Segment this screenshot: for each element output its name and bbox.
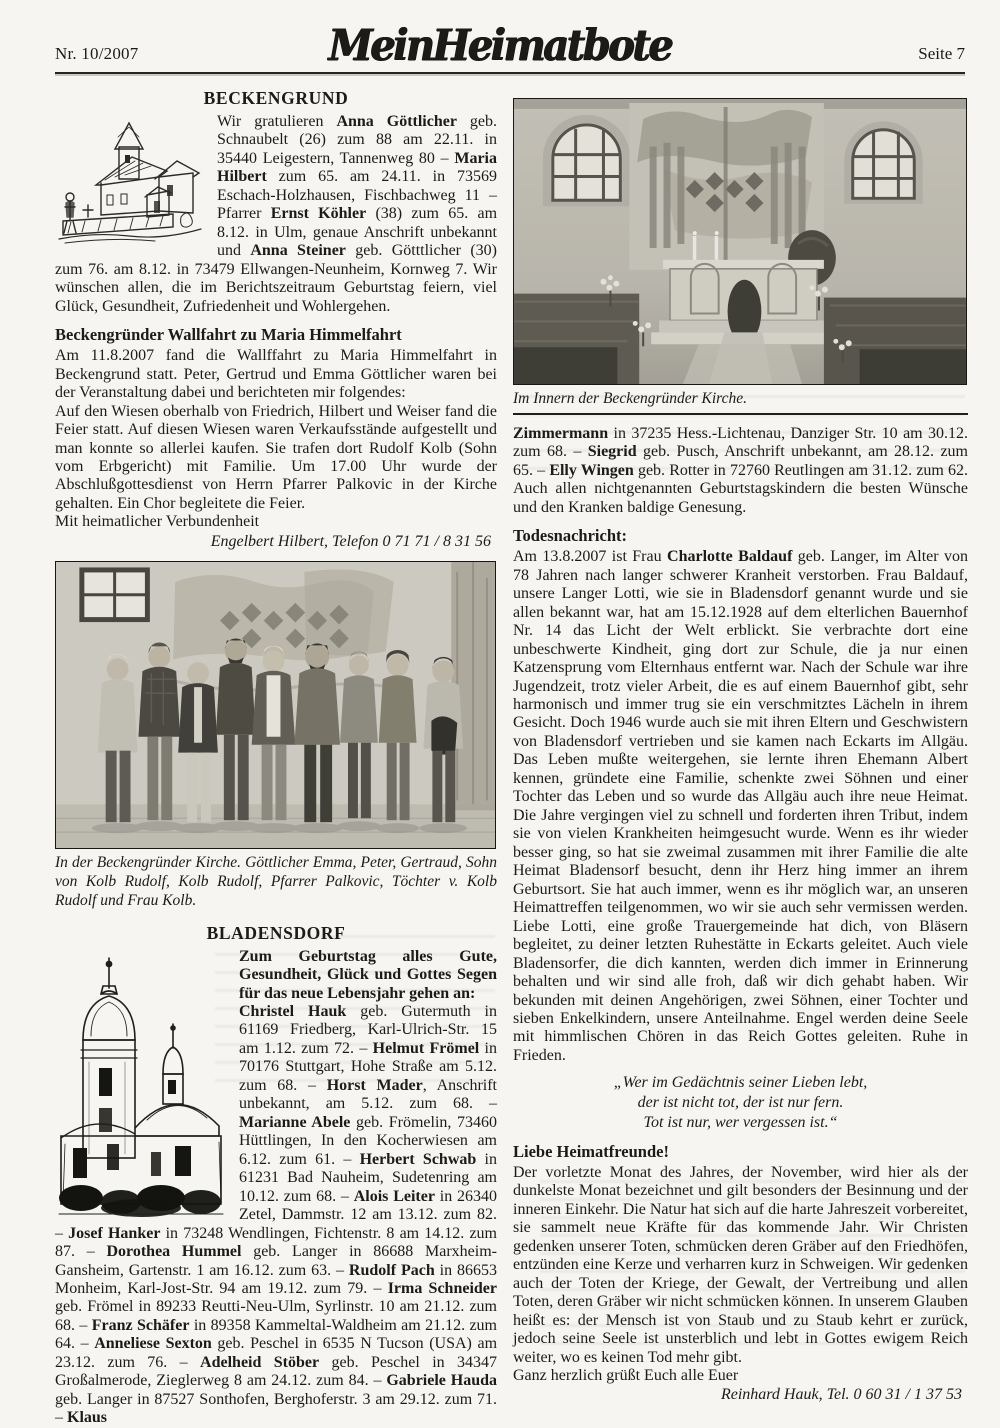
closing-line: Ganz herzlich grüßt Euch alle Euer	[513, 1367, 739, 1385]
bladensdorf-church-illustration	[55, 952, 227, 1218]
memorial-poem	[513, 1073, 968, 1132]
todesnachricht-heading: Todesnachricht:	[513, 526, 627, 546]
poem-line-1: „Wer im Gedächtnis seiner Lieben lebt,	[613, 1074, 868, 1092]
birthday-continuation-paragraph: Zimmermann in 37235 Hess.-Lichtenau, Danziger Str. 10 am 30.12. zum 68. – Siegrid geb. Pusch, Anschrift unbekannt, am 28.12. zum 65. – Elly Wingen geb. Rotter in 72760 Reutlingen am 31.12. zum 62. Auch allen nichtgenannten Geburtstagskindern die besten Wünsche und den Kranken baldige Genesung.	[513, 424, 969, 516]
wallfahrt-paragraph-2: Auf den Wiesen oberhalb von Friedrich, Hilbert und Weiser fand die Feier statt. Auf diesen Wiesen waren Verkaufsstände aufgestellt und man konnte so allerlei kaufen. Sie trafen dort Rudolf Kolb (Sohn vom Erbgericht) mit Familie. Um 17.00 Uhr wurde der Abschlußgottesdienst von Herrn Pfarrer Palkovic in der Kirche gehalten. Ein Chor begleitete die Feier.	[55, 402, 497, 512]
interior-photo	[513, 98, 967, 385]
right-column	[513, 88, 968, 1404]
bladensdorf-block	[55, 948, 497, 1428]
masthead-title: MeinHeimatbote	[328, 20, 672, 71]
village-church-sketch-icon	[55, 115, 205, 247]
section-heading-beckengrund: BECKENGRUND	[203, 88, 349, 108]
group-photo-caption: In der Beckengründer Kirche. Göttlicher Emma, Peter, Gertraud, Sohn von Kolb Rudolf, Kolb Rudolf, Pfarrer Palkovic, Töchter v. Kolb Rudolf und Frau Kolb.	[55, 853, 497, 909]
poem-line-3: Tot ist nur, wer vergessen ist.“	[643, 1114, 838, 1132]
obituary-paragraph: Am 13.8.2007 ist Frau Charlotte Baldauf geb. Langer, im Alter von 78 Jahren nach langer schwerer Kranheit verstorben. Frau Baldauf, unsere Langer Lotti, wie sie in Bladensdorf genannt wurde und sie allen bekannt war, hat am 15.12.1928 auf dem elterlichen Bauernhof Nr. 14 das Licht der Welt erblickt. Sie verbrachte dort eine unbeschwerte Kindheit, ging dort zur Schule, die ja nur einen Katzensprung vom Elternhaus entfernt war. Nach der Schule war ihre Jugendzeit, trotz vieler Arbeit, die es auf einem Bauernhof gibt, sehr harmonisch und immer trug sie ein verschmitztes Lächeln in ihrem Gesicht. Doch 1946 wurde auch sie mit ihren Eltern und Geschwistern von Bladensdorf vertrieben und sie kamen nach Eckarts im Allgäu. Das Leben mußte weitergehen, sie lernte ihren Ehemann Albert kennen, gründete eine Familie, schenkte zwei Söhnen und einer Tochter das Leben und so wurde das Allgäu auch ihre neue Heimat. Die Jahre vergingen viel zu schnell und forderten ihren Tribut, indem sie von vielen Krankheiten heimgesucht wurde. Wenn es ihr wieder besser ging, so hat sie zweimal zusammen mit ihrer Familie die alte Heimat Bladensorf besucht, denn ihr Herz hing immer an ihrem Geburtsort. Sie hat auch immer, wenn es ihr möglich war, an unseren Heimattreffen teilgenommen, wo wir sie auch sehr vermissen werden. Liebe Lotti, eine große Trauergemeinde hat dich, von Bläsern begleitet, zu deiner letzten Ruhestätte in Eckarts geleitet. Auch viele Bladensorfer, die dich kannten, werden dich immer in Erinnerung behalten und wir sind alle froh, daß wir dich gehabt haben. Wir bekunden mit deinen Angehörigen, zwei Söhnen, einer Tochter und sieben Enkelkindern, unsere Anteilnahme. Engel werden deine Seele mit himmlischen Chören in das Reich Gottes geleiten. Ruhe in Frieden.	[513, 548, 969, 1064]
heimatfreunde-heading: Liebe Heimatfreunde!	[513, 1141, 669, 1161]
beckengrund-birthday-paragraph	[55, 113, 497, 316]
interior-photo-figure	[513, 98, 968, 409]
beckengrund-paragraph-text: Wir gratulieren Anna Göttlicher geb. Schnaubelt (26) zum 88 am 22.11. in 35440 Leigestern, Tannenweg 80 – Maria Hilbert zum 65. am 24.11. in 73569 Eschach-Holzhausen, Fischbachweg 11 – Pfarrer Ernst Köhler (38) zum 65. am 8.12. in Ulm, genaue Anschrift unbekannt und Anna Steiner geb. Götttlicher (30) zum 76. am 8.12. in 73479 Ellwangen-Neunheim, Kornweg 7. Wir wünschen allen, die im Berichtszeitraum Geburtstag feiern, viel Glück, Gesundheit, Zufriedenheit und Wohlergehen.	[55, 113, 498, 315]
poem-line-2: der ist nicht tot, der ist nur fern.	[637, 1094, 844, 1112]
page-number: Seite 7	[918, 44, 965, 63]
beckengrund-church-illustration	[55, 115, 205, 247]
wallfahrt-signature: Engelbert Hilbert, Telefon 0 71 71 / 8 31 56	[210, 532, 491, 550]
group-photo-figure	[55, 561, 497, 911]
issue-number: Nr. 10/2007	[55, 44, 139, 63]
wallfahrt-heading: Beckengründer Wallfahrt zu Maria Himmelfahrt	[55, 325, 402, 345]
editor-signature: Reinhard Hauk, Tel. 0 60 31 / 1 37 53	[720, 1386, 962, 1404]
group-photo	[55, 561, 496, 849]
page-header	[0, 0, 1000, 72]
caption-rule	[513, 413, 968, 415]
baroque-church-sketch-icon	[55, 952, 227, 1218]
section-heading-bladensdorf: BLADENSDORF	[206, 922, 346, 943]
bladensdorf-names-paragraph: Christel Hauk geb. Gutermuth in 61169 Friedberg, Karl-Ulrich-Str. 15 am 1.12. zum 72. – Helmut Frömel in 70176 Stuttgart, Hohe Straße am 5.12. zum 68. – Horst Mader, Anschrift unbekannt, am 5.12. zum 68. – Marianne Abele geb. Frömelin, 73460 Hüttlingen, In den Kocherwiesen am 6.12. zum 61. – Herbert Schwab in 61231 Bad Nauheim, Sudetenring am 10.12. zum 68. – Alois Leiter in 26340 Zetel, Dammstr. 12 am 13.12. zum 82. – Josef Hanker in 73248 Wendlingen, Fichtenstr. 8 am 14.12. zum 87. – Dorothea Hummel geb. Langer in 86688 Marxheim-Gansheim, Gartenstr. 1 am 16.12. zum 63. – Rudolf Pach in 86653 Monheim, Karl-Jost-Str. 94 am 19.12. zum 79. – Irma Schneider geb. Frömel in 89233 Reutti-Neu-Ulm, Syrlinstr. 10 am 21.12. zum 68. – Franz Schäfer in 89358 Kammeltal-Waldheim am 21.12. zum 64. – Anneliese Sexton geb. Peschel in 6535 N Tucson (USA) am 23.12. zum 76. – Adelheid Stöber geb. Peschel in 34347 Großalmerode, Zieglerweg 8 am 24.12. zum 84. – Gabriele Hauda geb. Langer in 87527 Sonthofen, Berghoferstr. 3 am 29.12. zum 71. – Klaus	[55, 1002, 498, 1427]
heimatfreunde-paragraph: Der vorletzte Monat des Jahres, der November, wird hier als der dunkelste Monat bezeichnet und gilt besonders der Besinnung und der inneren Einkehr. Die Natur hat sich auf die harte Jahreszeit vorbereitet, sie sammelt neue Kräfte für das kommende Jahr. Wir Christen gedenken unserer Toten, schmücken deren Gräber auf den Friedhöfen, entzünden eine Kerze und verharren kurz in Schweigen. Wir gedenken auch der Toten der Kriege, der Gewalt, der Vertreibung und allen Toten, deren Gräber wir nicht schmücken können. In unserem Glauben heißt es: der Mensch ist von Staub und zu Staub kehrt er zurück, jedoch seine Seele ist unsterblich und lebt in Gottes ewigem Reich weiter, wo es keinen Tod mehr gibt.	[513, 1163, 968, 1366]
wallfahrt-paragraph-1: Am 11.8.2007 fand die Wallffahrt zu Maria Himmelfahrt in Beckengrund statt. Peter, Gertrud und Emma Göttlicher waren bei der Veranstaltung dabei und berichteten mir folgendes:	[55, 347, 497, 402]
wallfahrt-paragraph-3: Mit heimatlicher Verbundenheit	[55, 513, 260, 531]
left-column	[55, 88, 497, 1428]
page-body	[0, 84, 1000, 1428]
bladensdorf-intro: Zum Geburtstag alles Gute, Gesundheit, Glück und Gottes Segen für das neue Lebensjahr gehen an:	[239, 947, 497, 1002]
header-rule	[55, 72, 965, 74]
interior-photo-caption: Im Innern der Beckengründer Kirche.	[513, 390, 748, 407]
